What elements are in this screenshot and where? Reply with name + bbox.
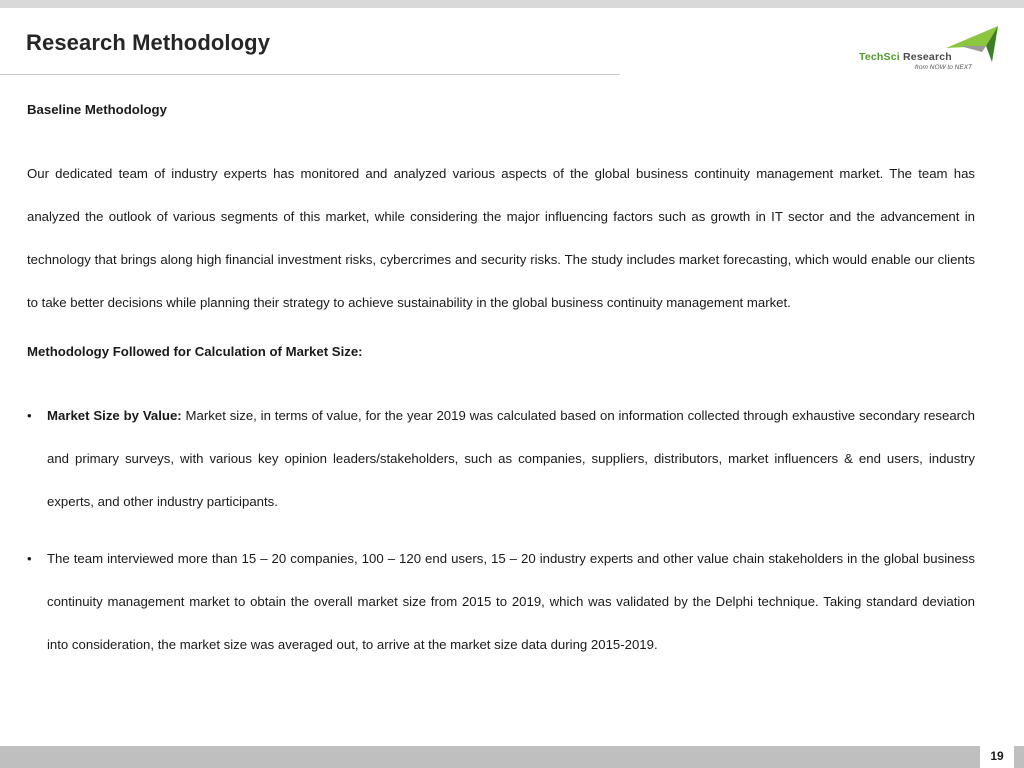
- spacer: [27, 124, 975, 152]
- methodology-bullet-list: [27, 394, 975, 666]
- market-size-heading: Methodology Followed for Calculation of Market Size:: [27, 344, 363, 359]
- baseline-paragraph: Our dedicated team of industry experts has monitored and analyzed various aspects of the global business continuity management market. The team has analyzed the outlook of various segments of this market, while considering the major influencing factors such as growth in IT sector and the advancement in technology that brings along high financial investment risks, cybercrimes and security risks. The study includes market forecasting, which would enable our clients to take better decisions while planning their strategy to achieve sustainability in the global business continuity management market.: [27, 166, 975, 310]
- bullet-marker: •: [27, 408, 32, 423]
- top-strip: [0, 0, 1024, 8]
- baseline-heading: Baseline Methodology: [27, 102, 167, 117]
- title-divider: [0, 74, 620, 75]
- techsci-research-logo: [856, 24, 1002, 74]
- main-content: [27, 96, 975, 666]
- bullet-marker: •: [27, 551, 32, 566]
- logo-wordmark: [859, 51, 952, 63]
- bullet-text: Market size, in terms of value, for the year 2019 was calculated based on information collected through exhaustive secondary research and primary surveys, with various key opinion leaders/stakeholders, such as companies, suppliers, distributors, market influencers & end users, industry experts, and other industry participants.: [47, 408, 975, 509]
- spacer: [27, 324, 975, 338]
- spacer: [27, 523, 975, 537]
- bullet-item: [27, 394, 975, 523]
- bullet-item: [27, 537, 975, 666]
- logo-wordmark-first: TechSci: [859, 51, 900, 63]
- page-number: 19: [980, 744, 1014, 768]
- page-title: Research Methodology: [26, 30, 271, 55]
- logo-wordmark-second: Research: [899, 51, 952, 63]
- bullet-text: The team interviewed more than 15 – 20 companies, 100 – 120 end users, 15 – 20 industry experts and other value chain stakeholders in the global business continuity management market to obtain the overall market size from 2015 to 2019, which was validated by the Delphi technique. Taking standard deviation into consideration, the market size was averaged out, to arrive at the market size data during 2015-2019.: [47, 551, 975, 652]
- footer-band: [0, 746, 1024, 768]
- logo-tagline: from NOW to NEXT: [914, 64, 972, 71]
- spacer: [27, 366, 975, 394]
- bullet-lead-text: Market Size by Value:: [47, 408, 182, 423]
